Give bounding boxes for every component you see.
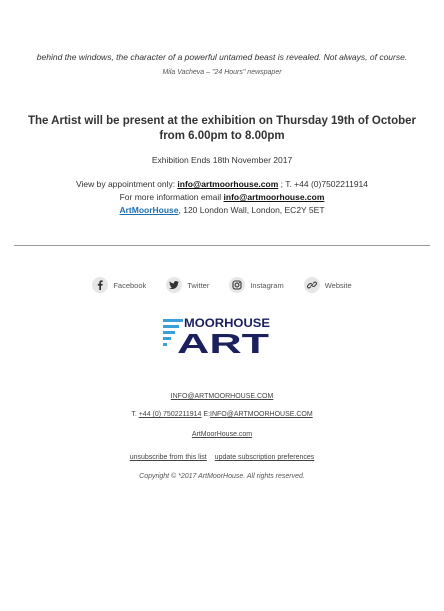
footer-email-link[interactable]: INFO@ARTMOORHOUSE.COM: [170, 393, 274, 400]
instagram-icon: [229, 277, 245, 293]
twitter-icon: [166, 277, 182, 293]
address-line: [0, 204, 444, 217]
info-line: [0, 191, 444, 204]
phone-text: ; T. +44 (0)7502211914: [278, 179, 368, 189]
exhibition-end-date: Exhibition Ends 18th November 2017: [151, 155, 293, 165]
link-icon: [304, 277, 320, 293]
social-instagram[interactable]: [229, 277, 283, 293]
social-twitter[interactable]: [166, 277, 209, 293]
site-link[interactable]: ArtMoorHouse: [119, 205, 179, 215]
logo-bottom-text: ART: [177, 328, 269, 355]
appointment-prefix: View by appointment only:: [75, 179, 178, 189]
social-website[interactable]: [304, 277, 352, 293]
social-label: Website: [324, 280, 352, 290]
footer-email-row: [0, 393, 444, 400]
footer-tel-label: T.: [131, 411, 137, 418]
footer-email-link-2[interactable]: INFO@ARTMOORHOUSE.COM: [210, 411, 313, 418]
facebook-icon: [92, 277, 108, 293]
footer-email-label: E:: [203, 411, 211, 418]
quote-text: behind the windows, the character of a powerful untamed beast is revealed. Not always, of course.: [36, 52, 408, 62]
info-email-link[interactable]: info@artmoorhouse.com: [223, 192, 325, 202]
moorhouse-art-logo[interactable]: [163, 313, 273, 355]
event-headline: The Artist will be present at the exhibition on Thursday 19th of October from 6.00pm to 8.00pm: [27, 115, 417, 142]
info-prefix: For more information email: [119, 192, 224, 202]
appointment-line: [0, 178, 444, 191]
footer-contact-row: [0, 411, 444, 418]
footer-site-row: [0, 431, 444, 438]
quote-attribution: Mila Vacheva – "24 Hours" newspaper: [162, 69, 282, 76]
social-label: Instagram: [250, 280, 284, 290]
address-text: , 120 London Wall, London, EC2Y 5ET: [178, 205, 325, 215]
footer-tel-link[interactable]: +44 (0) 7502211914: [138, 411, 202, 418]
logo-top-text: MOORHOUSE: [184, 316, 270, 330]
appointment-email-link[interactable]: info@artmoorhouse.com: [177, 179, 279, 189]
contact-block: [0, 178, 444, 217]
footer-subscription-row: [0, 454, 444, 461]
footer-site-link[interactable]: ArtMoorHouse.com: [191, 431, 253, 438]
social-facebook[interactable]: [92, 277, 146, 293]
update-preferences-link[interactable]: update subscription preferences: [214, 454, 315, 461]
section-divider: [14, 245, 430, 246]
social-label: Facebook: [113, 280, 147, 290]
social-label: Twitter: [187, 280, 210, 290]
unsubscribe-link[interactable]: unsubscribe from this list: [129, 454, 207, 461]
copyright-text: Copyright © *2017 ArtMoorHouse. All rights reserved.: [139, 473, 305, 480]
social-links: [0, 277, 444, 293]
